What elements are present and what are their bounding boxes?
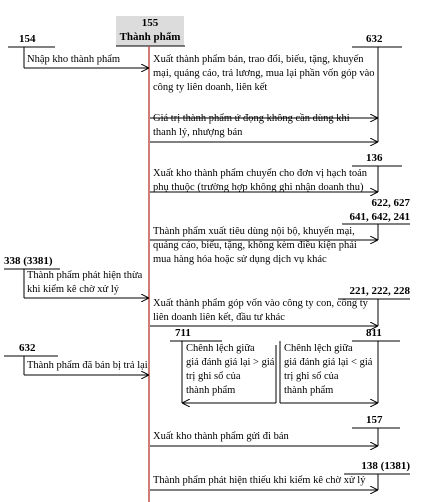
label-chenh-lech-lon-3: trị ghi sổ của xyxy=(186,371,241,382)
account-136: 136 xyxy=(366,152,383,164)
label-gui-di-ban: Xuất kho thành phẩm gửi đi bán xyxy=(153,431,289,442)
label-xuat-ban-1: Xuất thành phẩm bán, trao đổi, biếu, tặng, khuyến xyxy=(153,54,364,65)
account-632-left: 632 xyxy=(19,342,36,354)
account-157: 157 xyxy=(366,414,383,426)
account-632-top: 632 xyxy=(366,33,383,45)
account-711: 711 xyxy=(175,327,191,339)
label-xuat-ban-2: mại, quảng cáo, trả lương, mua lại phần vốn góp vào xyxy=(153,68,375,79)
account-811: 811 xyxy=(366,327,382,339)
label-chenh-lech-lon-1: Chênh lệch giữa xyxy=(186,343,255,354)
account-622-627: 622, 627 xyxy=(371,197,410,209)
label-chenh-lech-nho-1: Chênh lệch giữa xyxy=(284,343,353,354)
label-giatri-ud-2: thanh lý, nhượng bán xyxy=(153,127,243,138)
label-xuat-ban-3: công ty liên doanh, liên kết xyxy=(153,82,268,93)
label-phat-hien-thua-1: Thành phẩm phát hiện thừa xyxy=(27,270,143,281)
account-138-1381: 138 (1381) xyxy=(361,460,410,472)
label-chenh-lech-lon-2: giá đánh giá lại > giá xyxy=(186,357,275,368)
label-xuat-donvi-2: phụ thuộc (trường hợp không ghi nhận doanh thu) xyxy=(153,182,364,193)
label-chenh-lech-lon-4: thành phẩm xyxy=(186,385,236,396)
label-giatri-ud-1: Giá trị thành phẩm ứ đọng không cần dùng khi xyxy=(153,113,350,124)
account-338-3381: 338 (3381) xyxy=(4,255,53,267)
label-chenh-lech-nho-4: thành phẩm xyxy=(284,385,334,396)
label-gop-von-2: liên doanh liên kết, đầu tư khác xyxy=(153,312,285,323)
label-xuat-noibo-3: mua hàng hóa hoặc sử dụng dịch vụ khác xyxy=(153,254,327,265)
account-641-642-241: 641, 642, 241 xyxy=(349,211,410,223)
label-nhap-kho: Nhập kho thành phẩm xyxy=(27,54,121,65)
label-xuat-donvi-1: Xuất kho thành phẩm chuyển cho đơn vị hạch toán xyxy=(153,168,368,179)
label-xuat-noibo-1: Thành phẩm xuất tiêu dùng nội bộ, khuyến mại, xyxy=(153,226,355,237)
label-chenh-lech-nho-2: giá đánh giá lại < giá xyxy=(284,357,373,368)
label-phat-hien-thieu: Thành phẩm phát hiện thiếu khi kiểm kê chờ xử lý xyxy=(153,475,366,486)
label-gop-von-1: Xuất thành phẩm góp vốn vào công ty con, công ty xyxy=(153,298,368,309)
label-bi-tra-lai: Thành phẩm đã bán bị trả lại xyxy=(27,360,148,371)
label-phat-hien-thua-2: khi kiểm kê chờ xử lý xyxy=(27,284,120,295)
main-account-name: Thành phẩm xyxy=(119,31,181,43)
account-154: 154 xyxy=(19,33,36,45)
account-221-222-228: 221, 222, 228 xyxy=(349,285,410,297)
label-xuat-noibo-2: quảng cáo, biếu, tặng, không kèm điều kiện phải xyxy=(153,240,357,251)
label-chenh-lech-nho-3: trị ghi sổ của xyxy=(284,371,339,382)
main-account-code: 155 xyxy=(141,17,159,29)
